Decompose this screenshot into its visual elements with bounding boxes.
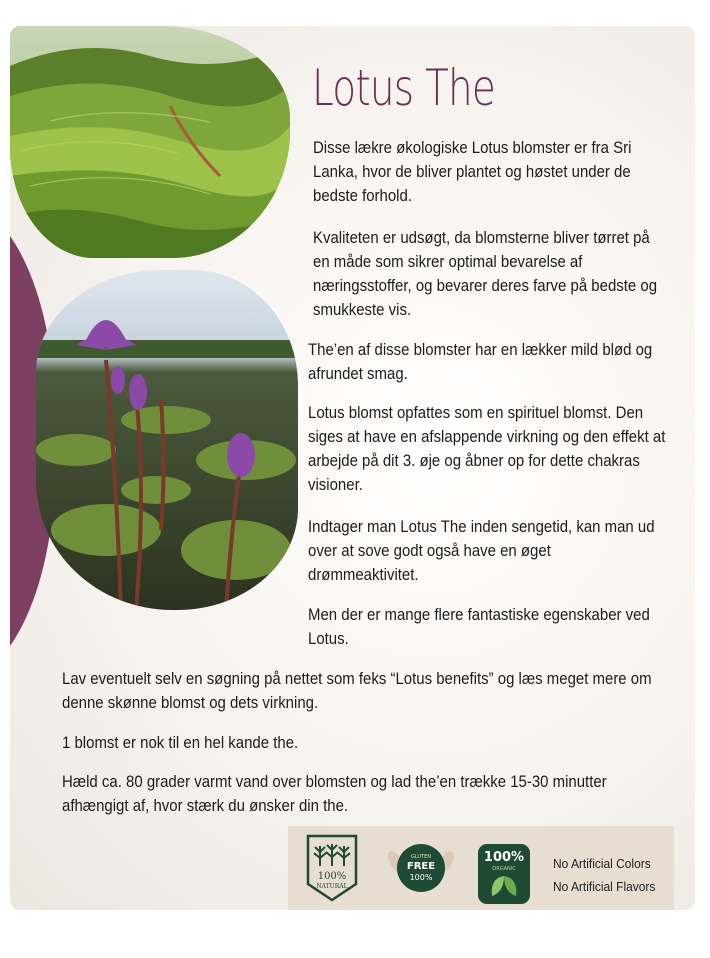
svg-text:100%: 100%	[483, 850, 525, 865]
paragraph-serving: 1 blomst er nok til en hel kande the.	[62, 733, 299, 752]
quality-claims	[553, 852, 655, 898]
leaf-icon	[314, 844, 350, 866]
no-artificial-colors: No Artificial Colors	[553, 856, 651, 871]
svg-text:ORGANIC: ORGANIC	[492, 866, 516, 872]
lotus-flowers-photo	[36, 270, 298, 610]
paragraph-brewing: Hæld ca. 80 grader varmt vand over blomsten og lad the’en trække 15-30 minutter afhængigt af, hvor stærk du ønsker din the.	[62, 772, 607, 815]
svg-text:100%: 100%	[317, 871, 347, 882]
svg-text:NATURAL: NATURAL	[316, 883, 348, 890]
paragraph-origin: Disse lækre økologiske Lotus blomster er fra Sri Lanka, hvor de bliver plantet og høstet under de bedste forhold.	[313, 138, 632, 205]
paragraph-spiritual: Lotus blomst opfattes som en spirituel blomst. Den siges at have en afslappende virkning og den effekt at arbejde på dit 3. øje og åbner op for dette chakras visioner.	[308, 403, 666, 494]
paragraph-quality: Kvaliteten er udsøgt, da blomsterne bliver tørret på en måde som sikrer optimal bevarelse af næringsstoffer, og bevarer deres farve på bedste og smukkeste vis.	[313, 228, 658, 319]
paragraph-bedtime: Indtager man Lotus The inden sengetid, kan man ud over at sove godt også have en øget drømmeaktivitet.	[308, 517, 655, 584]
svg-text:GLUTEN: GLUTEN	[410, 854, 432, 860]
paragraph-taste: The’en af disse blomster har en lækker mild blød og afrundet smag.	[308, 340, 653, 383]
page-title: Lotus The	[312, 59, 496, 117]
natural-badge	[302, 832, 362, 909]
paragraph-search: Lav eventuelt selv en søgning på nettet som feks “Lotus benefits” og læs meget mere om denne skønne blomst og dets virkning.	[62, 669, 652, 712]
organic-badge	[478, 844, 530, 909]
paragraph-more: Men der er mange flere fantastiske egenskaber ved Lotus.	[308, 605, 650, 648]
tea-plantation-photo	[10, 26, 290, 258]
svg-text:FREE: FREE	[406, 861, 436, 872]
product-card	[10, 26, 695, 910]
no-artificial-flavors: No Artificial Flavors	[553, 879, 656, 894]
gluten-free-badge	[388, 838, 454, 903]
svg-text:100%: 100%	[409, 873, 433, 882]
